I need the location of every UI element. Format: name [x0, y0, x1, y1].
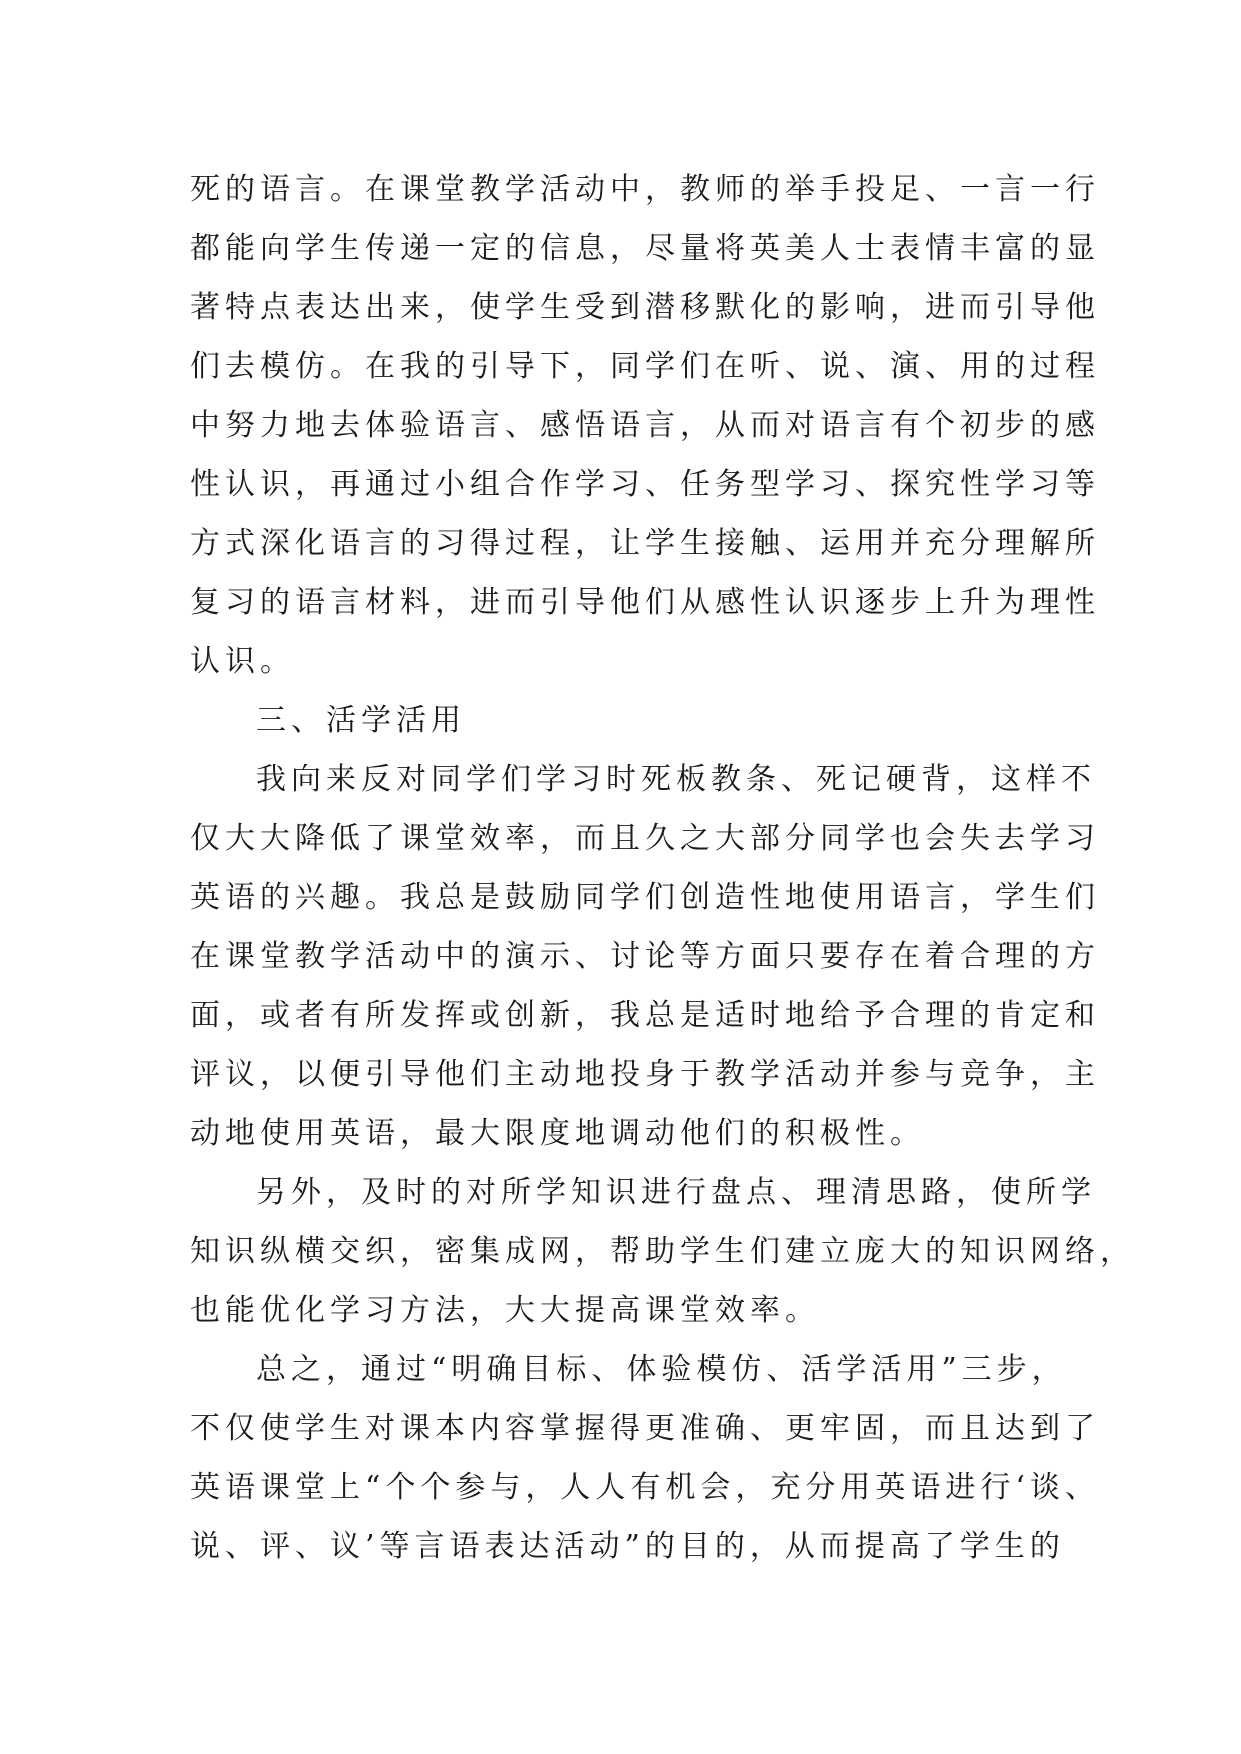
text-line: 也能优化学习方法，大大提高课堂效率。 [190, 1293, 820, 1328]
text-line: 们去模仿。在我的引导下，同学们在听、说、演、用的过程 [190, 349, 1100, 384]
text-line: 性认识，再通过小组合作学习、任务型学习、探究性学习等 [190, 467, 1100, 502]
text-line: 著特点表达出来，使学生受到潜移默化的影响，进而引导他 [190, 290, 1100, 325]
text-line: 认识。 [190, 644, 295, 679]
text-line: 仅大大降低了课堂效率，而且久之大部分同学也会失去学习 [190, 821, 1100, 856]
text-line: 方式深化语言的习得过程，让学生接触、运用并充分理解所 [190, 526, 1100, 561]
text-line: 英语课堂上“个个参与，人人有机会，充分用英语进行‘谈、 [190, 1470, 1100, 1505]
text-line: 复习的语言材料，进而引导他们从感性认识逐步上升为理性 [190, 585, 1100, 620]
text-line: 动地使用英语，最大限度地调动他们的积极性。 [190, 1116, 925, 1151]
text-line: 总之，通过“明确目标、体验模仿、活学活用”三步， [256, 1352, 1067, 1387]
text-line: 不仅使学生对课本内容掌握得更准确、更牢固，而且达到了 [190, 1411, 1100, 1446]
text-line: 在课堂教学活动中的演示、讨论等方面只要存在着合理的方 [190, 939, 1100, 974]
text-line: 死的语言。在课堂教学活动中，教师的举手投足、一言一行 [190, 172, 1100, 207]
text-line: 都能向学生传递一定的信息，尽量将英美人士表情丰富的显 [190, 231, 1100, 266]
text-line: 评议，以便引导他们主动地投身于教学活动并参与竞争，主 [190, 1057, 1100, 1092]
text-line: 另外，及时的对所学知识进行盘点、理清思路，使所学 [256, 1175, 1096, 1210]
text-line: 面，或者有所发挥或创新，我总是适时地给予合理的肯定和 [190, 998, 1100, 1033]
text-line: 英语的兴趣。我总是鼓励同学们创造性地使用语言，学生们 [190, 880, 1100, 915]
text-line: 知识纵横交织，密集成网，帮助学生们建立庞大的知识网络， [190, 1234, 1135, 1269]
section-heading: 三、活学活用 [256, 703, 466, 738]
body-text [190, 160, 1135, 1576]
text-line: 我向来反对同学们学习时死板教条、死记硬背，这样不 [256, 762, 1096, 797]
text-line: 说、评、议’等言语表达活动”的目的，从而提高了学生的 [190, 1529, 1065, 1564]
text-line: 中努力地去体验语言、感悟语言，从而对语言有个初步的感 [190, 408, 1100, 443]
